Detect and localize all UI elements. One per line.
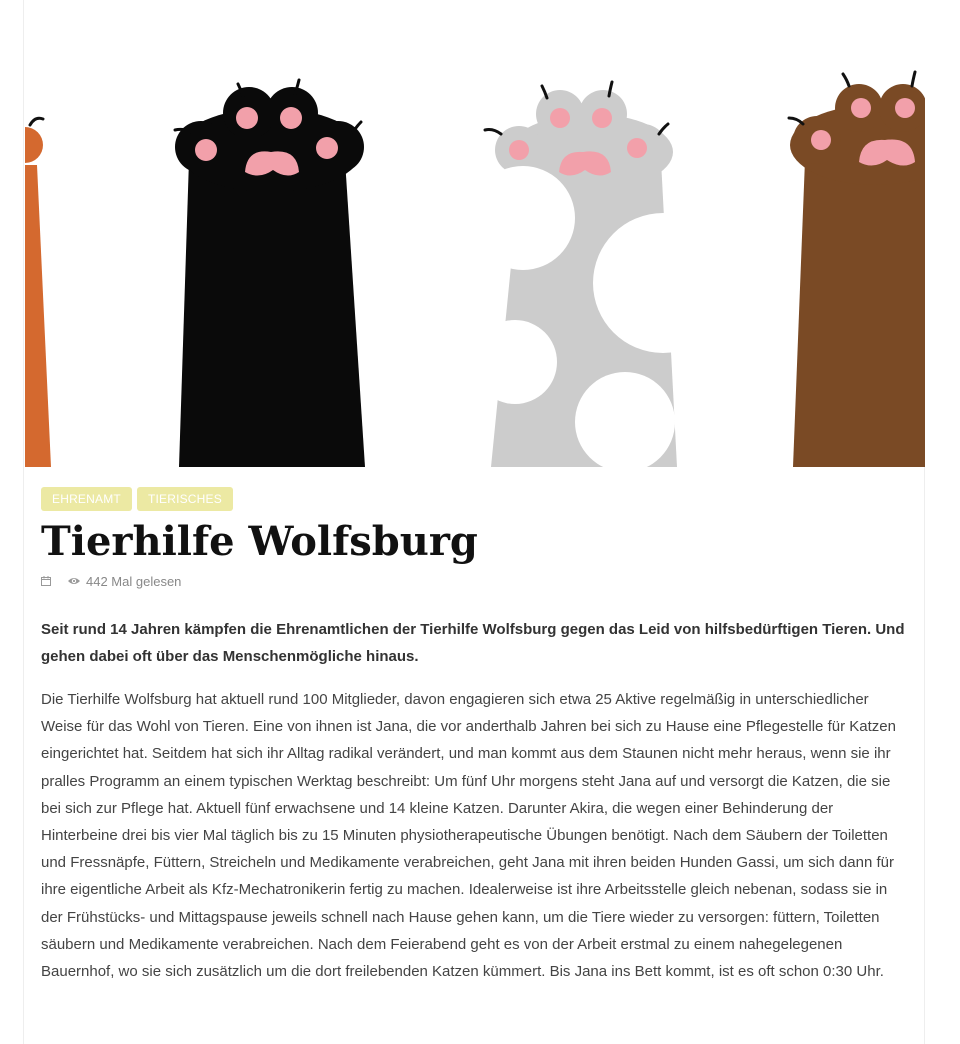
- cat-paws-illustration: [25, 0, 925, 467]
- article-lead: Seit rund 14 Jahren kämpfen die Ehrenamtlichen der Tierhilfe Wolfsburg gegen das Leid von hilfsbedürftigen Tieren. Und gehen dabei oft über das Menschenmögliche hinaus.: [41, 621, 905, 665]
- grey-paw: [471, 82, 733, 467]
- views-count: 442 Mal gelesen: [86, 573, 182, 589]
- article-body: Die Tierhilfe Wolfsburg hat aktuell rund 100 Mitglieder, davon engagieren sich etwa 25 Aktive regelmäßig in unterschiedlicher Weise für das Wohl von Tieren. Eine von ihnen ist Jana, die vor anderthalb Jahren bei sich zu Hause eine Pflegestelle für Katzen eingerichtet hat. Seitdem hat sich ihr Alltag radikal verändert, und man kommt aus dem Staunen nicht mehr heraus, wenn sie ihr pralles Programm an einem typischen Werktag beschreibt: Um fünf Uhr morgens steht Jana auf und versorgt die Katzen, die sie bei sich zur Pflege hat. Aktuell fünf erwachsene und 14 kleine Katzen. Darunter Akira, die wegen einer Behinderung der Hinterbeine drei bis vier Mal täglich bis zu 15 Minuten physiotherapeutische Übungen benötigt. Nach dem Säubern der Toiletten und Fressnäpfe, Füttern, Streicheln und Medikamente verabreichen, geht Jana mit ihren beiden Hunden Gassi, um sich dann für ihre eigentliche Arbeit als Kfz-Mechatronikerin fertig zu machen. Idealerweise ist ihre Arbeitsstelle gleich nebenan, sodass sie in der Frühstücks- und Mittagspause jeweils schnell nach Hause gehen kann, um die Tiere wieder zu versorgen: füttern, Toiletten säubern und Medikamente verabreichen. Nach dem Feierabend geht es von der Arbeit erstmal zu einem nahegelegenen Bauernhof, wo sie sich zusätzlich um die dort freilebenden Katzen kümmert. Bis Jana ins Bett kommt, ist es oft schon 0:30 Uhr.: [41, 691, 896, 981]
- tag-tierisches[interactable]: TIERISCHES: [137, 487, 233, 511]
- tag-ehrenamt[interactable]: EHRENAMT: [41, 487, 132, 511]
- black-paw: [175, 80, 365, 467]
- eye-icon: [67, 576, 81, 586]
- category-tags: [41, 487, 233, 511]
- calendar-icon: [41, 576, 51, 586]
- article-card: [23, 0, 925, 1044]
- brown-paw: [789, 72, 925, 467]
- hero-image[interactable]: [25, 0, 925, 467]
- article-title: Tierhilfe Wolfsburg: [41, 518, 478, 565]
- orange-paw: [25, 118, 51, 467]
- article-meta: [41, 572, 181, 590]
